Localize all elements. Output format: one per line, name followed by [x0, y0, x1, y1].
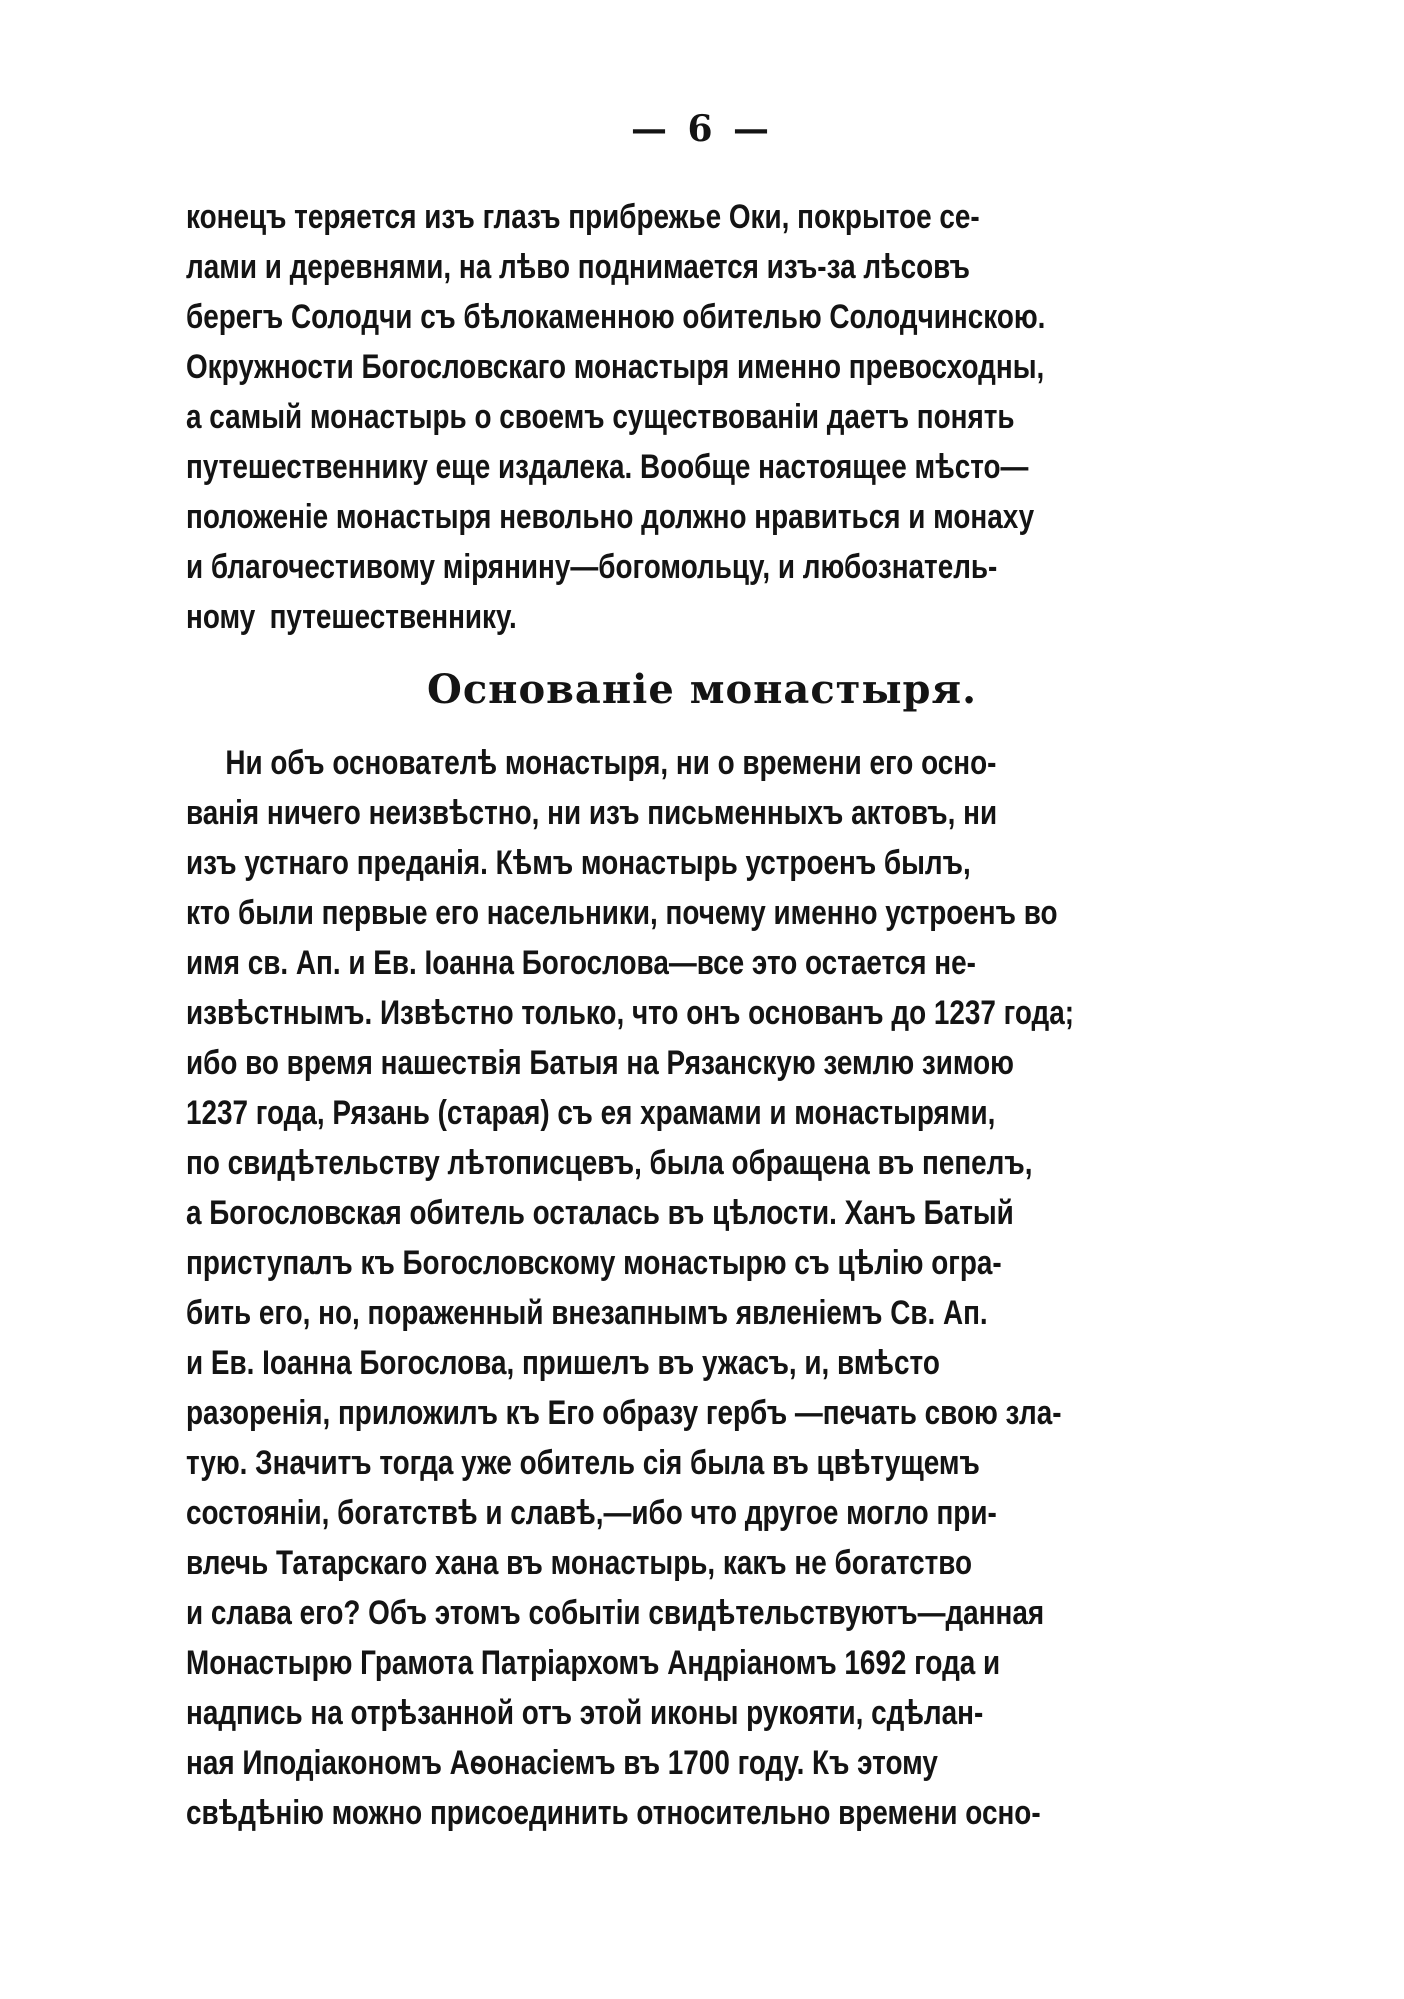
text-line: имя св. Ап. и Ев. Іоанна Богослова—все это остается не-: [186, 944, 976, 982]
text-line: лами и деревнями, на лѣво поднимается изъ-за лѣсовъ: [186, 248, 970, 286]
text-line: ванія ничего неизвѣстно, ни изъ письменныхъ актовъ, ни: [186, 794, 998, 832]
paragraph-2: [186, 738, 1216, 1838]
paragraph-1: [186, 192, 1216, 642]
text-line: приступалъ къ Богословскому монастырю съ цѣлію огра-: [186, 1244, 1002, 1282]
text-line: Монастырю Грамота Патріархомъ Андріаномъ 1692 года и: [186, 1644, 1001, 1682]
text-line: путешественнику еще издалека. Вообще настоящее мѣсто—: [186, 448, 1029, 486]
text-line: и Ев. Іоанна Богослова, пришелъ въ ужасъ, и, вмѣсто: [186, 1344, 940, 1382]
text-line: по свидѣтельству лѣтописцевъ, была обращена въ пепелъ,: [186, 1144, 1033, 1182]
text-line: а самый монастырь о своемъ существованіи даетъ понять: [186, 398, 1015, 436]
text-line: а Богословская обитель осталась въ цѣлости. Ханъ Батый: [186, 1194, 1014, 1232]
text-line: Ни объ основателѣ монастыря, ни о времени его осно-: [225, 744, 997, 782]
text-line: состояніи, богатствѣ и славѣ,—ибо что другое могло при-: [186, 1494, 997, 1532]
text-line: тую. Значитъ тогда уже обитель сія была въ цвѣтущемъ: [186, 1444, 980, 1482]
text-line: бить его, но, пораженный внезапнымъ явленіемъ Св. Ап.: [186, 1294, 988, 1332]
text-line: влечь Татарскаго хана въ монастырь, какъ не богатство: [186, 1544, 973, 1582]
text-line: надпись на отрѣзанной отъ этой иконы рукояти, сдѣлан-: [186, 1694, 984, 1732]
text-line: свѣдѣнію можно присоединить относительно времени осно-: [186, 1794, 1041, 1832]
text-line: извѣстнымъ. Извѣстно только, что онъ основанъ до 1237 года;: [186, 994, 1075, 1032]
text-line: кто были первые его насельники, почему именно устроенъ во: [186, 894, 1058, 932]
text-line: положеніе монастыря невольно должно нравиться и монаху: [186, 498, 1035, 536]
section-heading: Основаніе монастыря.: [426, 666, 978, 713]
text-line: Окружности Богословскаго монастыря именно превосходны,: [186, 348, 1045, 386]
text-line: ная Иподіакономъ Аѳонасіемъ въ 1700 году. Къ этому: [186, 1744, 938, 1782]
text-line: изъ устнаго преданія. Кѣмъ монастырь устроенъ былъ,: [186, 844, 971, 882]
text-line: берегъ Солодчи съ бѣлокаменною обителью Солодчинскою.: [186, 298, 1046, 336]
text-line: и слава его? Объ этомъ событіи свидѣтельствуютъ—данная: [186, 1594, 1045, 1632]
text-line: 1237 года, Рязань (старая) съ ея храмами и монастырями,: [186, 1094, 996, 1132]
text-line: и благочестивому мірянину—богомольцу, и любознатель-: [186, 548, 998, 586]
text-line: конецъ теряется изъ глазъ прибрежье Оки, покрытое се-: [186, 198, 980, 236]
page-number: — 6 —: [630, 108, 774, 150]
text-line: ибо во время нашествія Батыя на Рязанскую землю зимою: [186, 1044, 1014, 1082]
text-line: ному путешественнику.: [186, 598, 517, 636]
text-line: разоренія, приложилъ къ Его образу гербъ —печать свою зла-: [186, 1394, 1062, 1432]
